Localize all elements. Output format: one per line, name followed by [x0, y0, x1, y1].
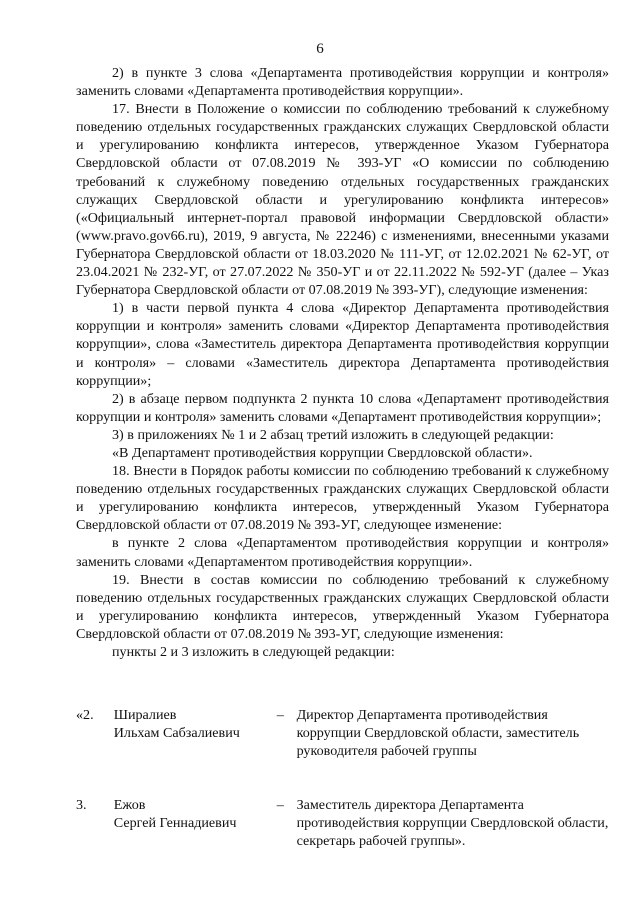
paragraph-18-change: в пункте 2 слова «Департаментом противодействия коррупции и контроля» заменить словами «Департаментом противодействия коррупции».	[76, 535, 609, 570]
paragraph-17-1: 1) в части первой пункта 4 слова «Директор Департамента противодействия коррупции и контроля» заменить словами «Директор Департамента противодействия коррупции», слова «Заместитель директора Департамента противодействия коррупции и контроля» – словами «Заместитель директора Департамента противодействия коррупции»;	[76, 300, 609, 389]
paragraph-18: 18. Внести в Порядок работы комиссии по соблюдению требований к служебному поведению отдельных государственных гражданских служащих Свердловской области и урегулированию конфликта интересов, утвержденный Указом Губернатора Свердловской области от 07.08.2019 № 393-УГ, следующее изменение:	[76, 463, 609, 534]
paragraph-17-3: 3) в приложениях № 1 и 2 абзац третий изложить в следующей редакции:	[112, 426, 554, 443]
paragraph-19-change: пункты 2 и 3 изложить в следующей редакции:	[112, 644, 395, 660]
member-number: «2.	[76, 707, 94, 723]
member-name	[114, 706, 273, 760]
paragraph-17-2: 2) в абзаце первом подпункта 2 пункта 10 слова «Департамент противодействия коррупции и контроля» заменить словами «Департамент противодействия коррупции»;	[76, 390, 609, 425]
table-row	[76, 706, 609, 760]
member-number: 3.	[76, 797, 87, 814]
member-surname: Ежов	[113, 797, 146, 814]
member-given-name: Сергей Геннадиевич	[113, 815, 237, 832]
member-position: Заместитель директора Департамента противодействия коррупции Свердловской области, секретарь рабочей группы».	[296, 797, 609, 850]
member-given-name: Ильхам Сабзалиевич	[113, 725, 240, 742]
member-dash: –	[276, 797, 284, 814]
member-surname: Ширалиев	[113, 707, 177, 723]
paragraph-17-3-quote: «В Департамент противодействия коррупции Свердловской области».	[112, 444, 533, 461]
paragraph-19: 19. Внести в состав комиссии по соблюдению требований к служебному поведению отдельных государственных гражданских служащих Свердловской области и урегулированию конфликта интересов, утвержденный Указом Губернатора Свердловской области от 07.08.2019 № 393-УГ, следующие изменения:	[76, 571, 609, 642]
member-name	[114, 796, 273, 850]
paragraph-17: 17. Внести в Положение о комиссии по соблюдению требований к служебному поведению отдельных государственных гражданских служащих Свердловской области и урегулированию конфликта интересов, утвержденное Указом Губернатора Свердловской области от 07.08.2019 № 393-УГ «О комиссии по соблюдению требований к служебному поведению отдельных государственных гражданских служащих Свердловской области и урегулированию конфликта интересов» («Официальный интернет-портал правовой информации Свердловской области» (www.pravo.gov66.ru), 2019, 9 августа, № 22246) с изменениями, внесенными указами Губернатора Свердловской области от 18.03.2020 № 111-УГ, от 12.02.2021 № 62-УГ, от 23.04.2021 № 232-УГ, от 27.07.2022 № 350-УГ и от 22.11.2022 № 592-УГ (далее – Указ Губернатора Свердловской области от 07.08.2019 № 393-УГ), следующие изменения:	[76, 101, 609, 299]
paragraph-16-2: 2) в пункте 3 слова «Департамента противодействия коррупции и контроля» заменить словами «Департамента противодействия коррупции».	[76, 65, 609, 100]
members-table	[76, 706, 609, 851]
table-row	[76, 796, 609, 850]
document-body	[76, 64, 609, 661]
row-spacer	[76, 760, 609, 796]
member-position: Директор Департамента противодействия коррупции Свердловской области, заместитель руководителя рабочей группы	[296, 707, 580, 760]
page-number: 6	[316, 41, 324, 57]
member-dash: –	[276, 707, 284, 723]
